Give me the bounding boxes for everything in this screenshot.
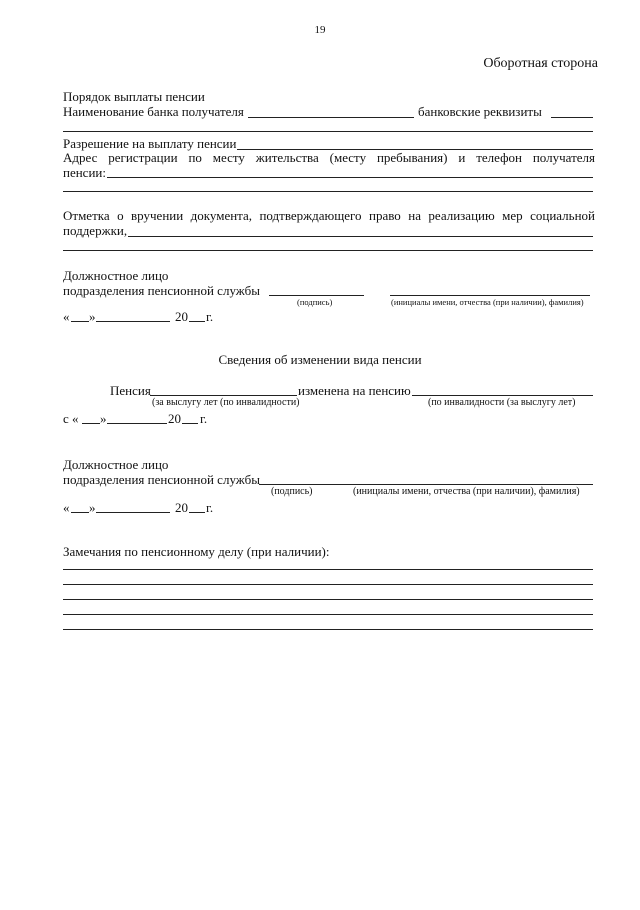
official2-day-field[interactable] (71, 512, 89, 513)
bank-name-label: Наименование банка получателя (63, 104, 244, 119)
remarks-label: Замечания по пенсионному делу (при наличии): (63, 544, 330, 559)
official2-year-prefix: 20 (175, 500, 188, 515)
change-year-suffix: г. (200, 411, 208, 426)
official1-date-open: « (63, 309, 70, 324)
remarks-line-3[interactable] (63, 599, 593, 600)
official1-title: Должностное лицо (63, 268, 169, 283)
remarks-line-4[interactable] (63, 614, 593, 615)
official1-department: подразделения пенсионной службы (63, 283, 260, 298)
document-mark-field[interactable] (128, 236, 593, 237)
change-from-label: с « (63, 411, 79, 426)
remarks-line-1[interactable] (63, 569, 593, 570)
address-field-line2[interactable] (63, 191, 593, 192)
pension-from-field[interactable] (150, 395, 297, 396)
pension-from-caption: (за выслугу лет (по инвалидности) (152, 397, 300, 408)
official1-month-field[interactable] (96, 321, 170, 322)
official1-date-close: » (89, 309, 96, 324)
official1-year-prefix: 20 (175, 309, 188, 324)
payment-order-label: Порядок выплаты пенсии (63, 89, 205, 104)
official2-name-caption: (инициалы имени, отчества (при наличии), фамилия) (353, 486, 580, 497)
official2-month-field[interactable] (96, 512, 170, 513)
official2-department: подразделения пенсионной службы (63, 472, 260, 487)
change-date-close: » (100, 411, 107, 426)
official2-date-open: « (63, 500, 70, 515)
official1-name-field[interactable] (390, 295, 590, 296)
side-label: Оборотная сторона (483, 56, 598, 71)
document-mark-field-line2[interactable] (63, 250, 593, 251)
bank-name-field[interactable] (248, 117, 414, 118)
change-year-field[interactable] (182, 423, 198, 424)
official1-year-field[interactable] (189, 321, 205, 322)
bank-details-field-line2[interactable] (63, 131, 593, 132)
official2-date-close: » (89, 500, 96, 515)
official2-signature-name-field[interactable] (259, 484, 593, 485)
permission-label: Разрешение на выплату пенсии (63, 136, 237, 151)
bank-details-field[interactable] (551, 117, 593, 118)
document-mark-label-cont: поддержки, (63, 223, 128, 238)
remarks-line-2[interactable] (63, 584, 593, 585)
changed-to-label: изменена на пенсию (298, 383, 411, 398)
change-heading: Сведения об изменении вида пенсии (218, 352, 422, 367)
document-mark-label: Отметка о вручении документа, подтверждающего право на реализацию мер социальной (63, 208, 595, 223)
address-label: Адрес регистрации по месту жительства (месту пребывания) и телефон получателя (63, 150, 595, 165)
pension-to-field[interactable] (412, 395, 593, 396)
address-label-cont: пенсии: (63, 165, 106, 180)
official1-signature-field[interactable] (269, 295, 364, 296)
bank-details-label: банковские реквизиты (418, 104, 542, 119)
pension-to-caption: (по инвалидности (за выслугу лет) (428, 397, 576, 408)
change-year-prefix: 20 (168, 411, 181, 426)
change-day-field[interactable] (82, 423, 100, 424)
pension-label: Пенсия (110, 383, 151, 398)
official2-year-suffix: г. (206, 500, 214, 515)
official1-name-caption: (инициалы имени, отчества (при наличии), фамилия) (391, 297, 584, 307)
official1-year-suffix: г. (206, 309, 214, 324)
remarks-line-5[interactable] (63, 629, 593, 630)
official2-year-field[interactable] (189, 512, 205, 513)
official2-signature-caption: (подпись) (271, 486, 313, 497)
address-field[interactable] (107, 177, 593, 178)
official1-signature-caption: (подпись) (297, 297, 333, 307)
change-month-field[interactable] (107, 423, 167, 424)
official1-day-field[interactable] (71, 321, 89, 322)
official2-title: Должностное лицо (63, 457, 169, 472)
page-number: 19 (314, 24, 326, 36)
